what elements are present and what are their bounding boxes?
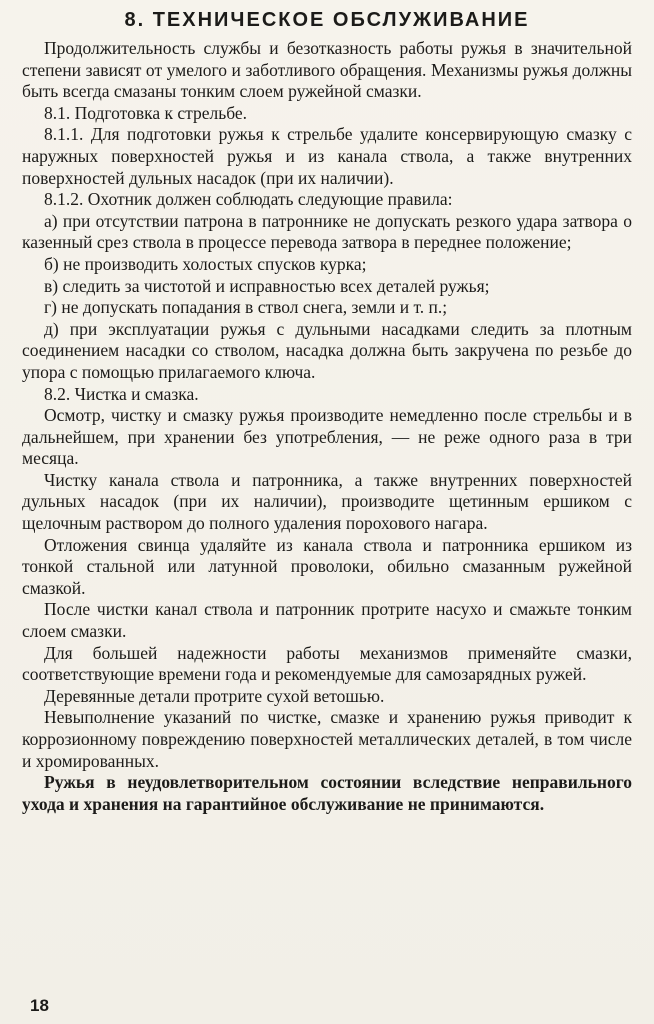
page-number: 18 [30, 996, 49, 1015]
subsection-heading: 8.2. Чистка и смазка. [44, 383, 199, 404]
list-item: в) следить за чистотой и исправностью всех деталей ружья; [44, 275, 490, 296]
paragraph: Продолжительность службы и безотказность работы ружья в значительной степени зависят от умелого и заботливого обращения. Механизмы ружья должны быть всегда смазаны тонким слоем ружейной смазки. [22, 38, 632, 102]
list-item: г) не допускать попадания в ствол снега, земли и т. п.; [44, 297, 448, 318]
list-item: д) при эксплуатации ружья с дульными насадками следить за плотным соединением насадки со стволом, насадка должна быть закручена по резьбе до упора с помощью прилагаемого ключа. [22, 318, 632, 382]
warning-paragraph: Ружья в неудовлетворительном состоянии вследствие неправильного ухода и хранения на гарантийное обслуживание не принимаются. [22, 772, 632, 814]
subsection-heading: 8.1.2. Охотник должен соблюдать следующие правила: [44, 189, 453, 210]
paragraph: Чистку канала ствола и патронника, а также внутренних поверхностей дульных насадок (при их наличии), производите щетинным ершиком с щелочным раствором до полного удаления порохового нагара. [22, 469, 632, 534]
paragraph: Невыполнение указаний по чистке, смазке и хранению ружья приводит к коррозионному повреждению поверхностей металлических деталей, в том числе и хромированных. [22, 707, 632, 771]
list-item: а) при отсутствии патрона в патроннике не допускать резкого удара затвора о казенный срез ствола в процессе перевода затвора в переднее положение; [22, 210, 632, 253]
paragraph: Отложения свинца удаляйте из канала ствола и патронника ершиком из тонкой стальной или латунной проволоки, обильно смазанным ружейной смазкой. [22, 534, 632, 598]
list-item: б) не производить холостых спусков курка; [44, 253, 367, 274]
paragraph: После чистки канал ствола и патронник протрите насухо и смажьте тонким слоем смазки. [22, 599, 632, 642]
section-title: 8. ТЕХНИЧЕСКОЕ ОБСЛУЖИВАНИЕ [124, 9, 530, 31]
section-body [22, 38, 632, 815]
subsection-heading: 8.1. Подготовка к стрельбе. [44, 102, 248, 123]
paragraph: Для большей надежности работы механизмов применяйте смазки, соответствующие времени года и рекомендуемые для самозарядных ружей. [22, 642, 632, 685]
paragraph: Деревянные детали протрите сухой ветошью. [44, 685, 385, 706]
paragraph: 8.1.1. Для подготовки ружья к стрельбе удалите консервирующую смазку с наружных поверхностей ружья и из канала ствола, а также внутренних поверхностей дульных насадок (при их наличии). [22, 124, 632, 188]
paragraph: Осмотр, чистку и смазку ружья производите немедленно после стрельбы и в дальнейшем, при хранении без употребления, — не реже одного раза в три месяца. [22, 405, 632, 469]
